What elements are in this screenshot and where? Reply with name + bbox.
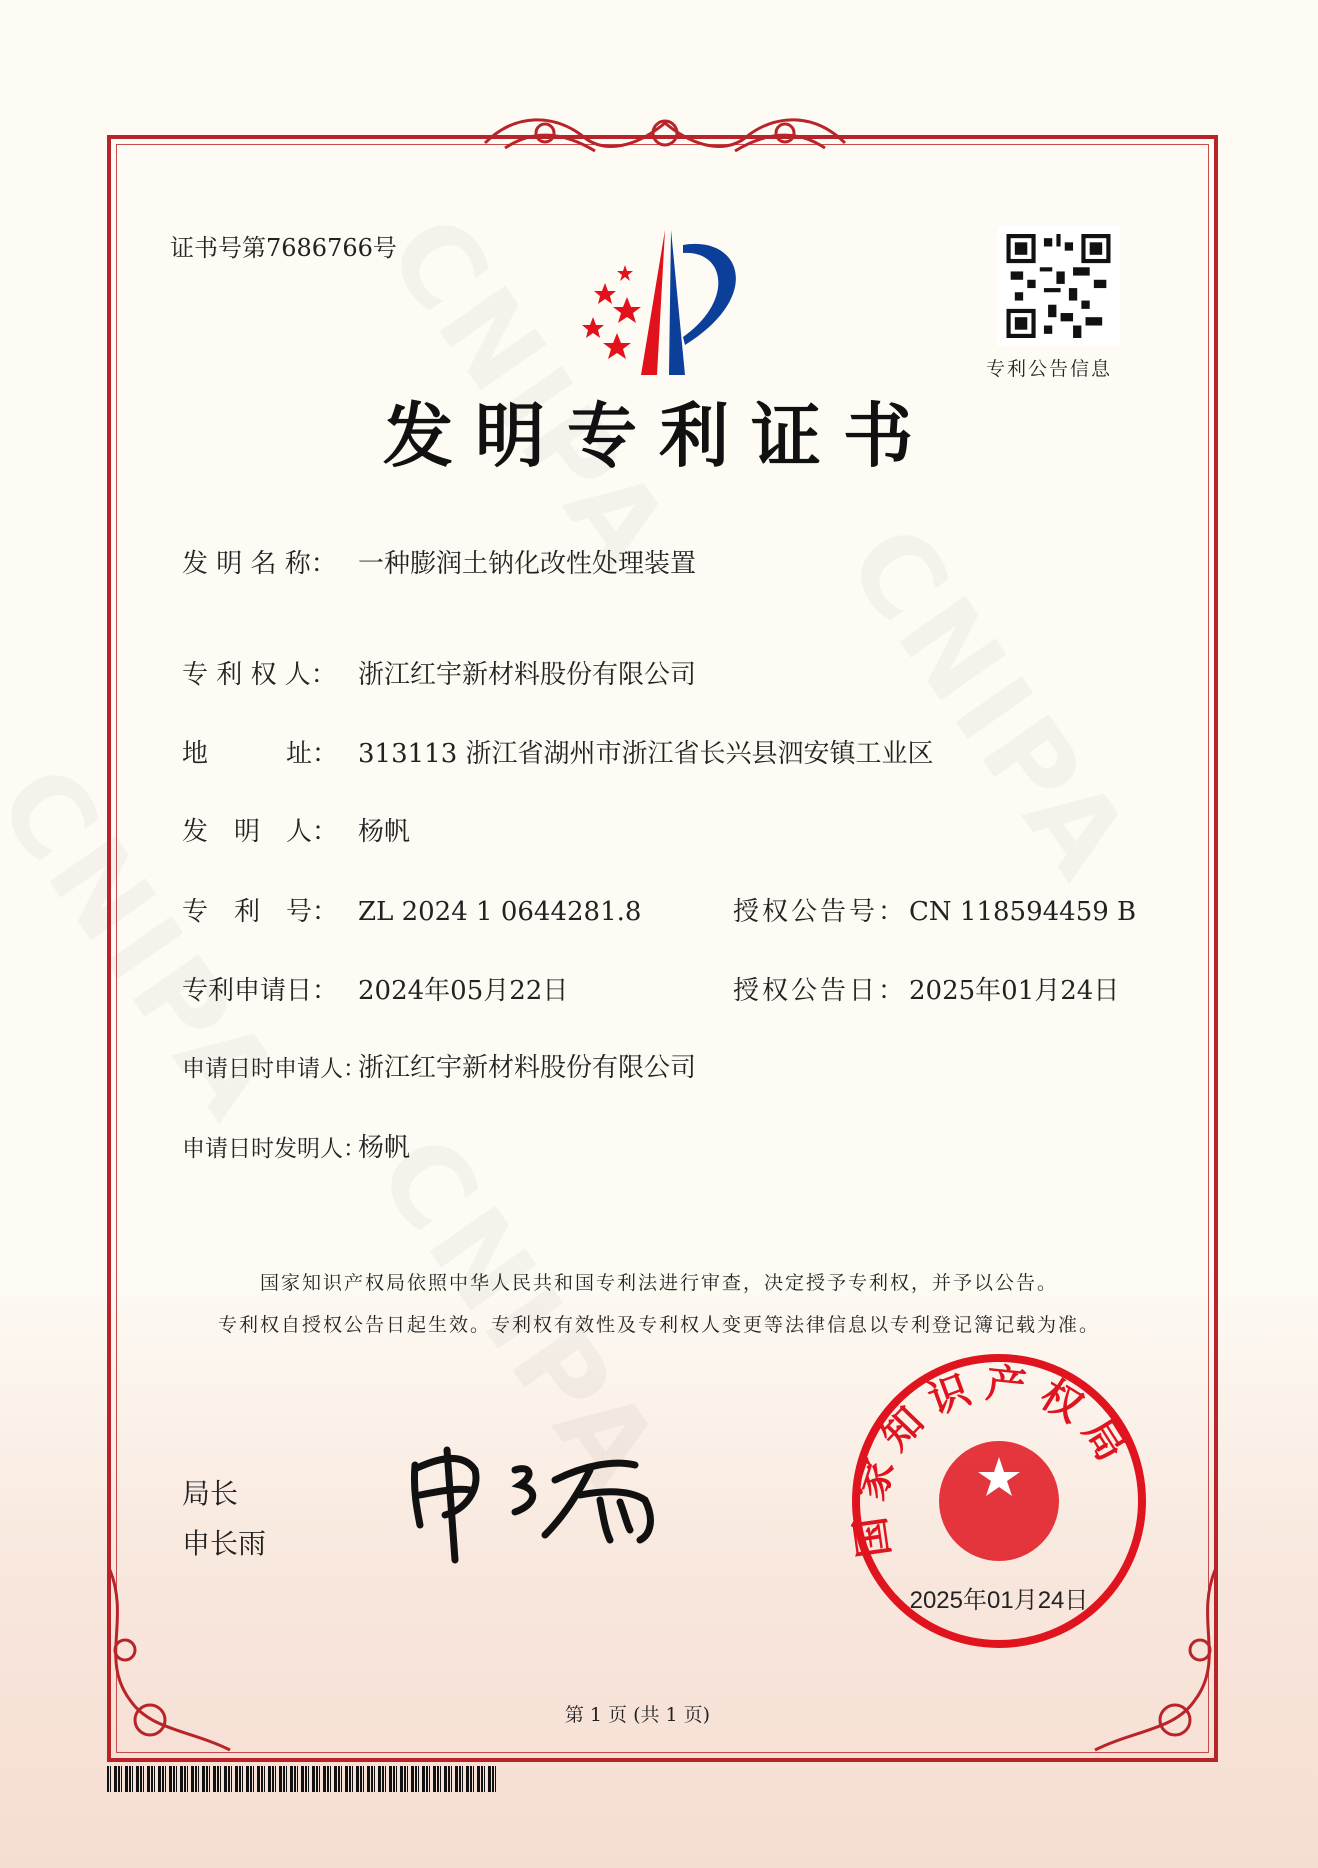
field-value: 313113 浙江省湖州市浙江省长兴县泗安镇工业区	[358, 739, 934, 769]
field-label: 申请日时发明人：	[182, 1136, 366, 1162]
certificate-number: 证书号第7686766号	[170, 234, 397, 262]
field-invention-name	[182, 543, 696, 580]
field-patent-number	[182, 891, 641, 928]
director-title: 局长	[182, 1477, 239, 1510]
field-label: 专利申请日：	[182, 976, 339, 1006]
field-applicant-at-filing	[182, 1047, 696, 1084]
cnipa-logo	[565, 225, 765, 375]
statement-line-2: 专利权自授权公告日起生效。专利权有效性及专利权人变更等法律信息以专利登记簿记载为准。	[217, 1314, 1100, 1336]
field-value: 浙江红宇新材料股份有限公司	[358, 1053, 697, 1083]
field-label: 授权公告号：	[733, 897, 908, 927]
field-address	[182, 733, 934, 770]
field-label: 申请日时申请人：	[182, 1056, 366, 1082]
page-number: 第 1 页 (共 1 页)	[564, 1704, 711, 1726]
official-seal	[850, 1352, 1148, 1650]
field-value: 杨帆	[358, 817, 411, 847]
statement-line-1: 国家知识产权局依照中华人民共和国专利法进行审查，决定授予专利权，并予以公告。	[259, 1272, 1058, 1294]
field-inventor	[182, 811, 410, 848]
top-ornament	[475, 103, 855, 165]
field-label: 发 明 人：	[182, 817, 339, 847]
field-filing-date	[182, 970, 568, 1007]
qr-label: 专利公告信息	[986, 358, 1113, 380]
director-name: 申长雨	[182, 1527, 267, 1560]
field-grant-pub-date	[733, 970, 1119, 1007]
field-label: 专 利 号：	[182, 897, 339, 927]
certificate-title: 发明专利证书	[383, 395, 935, 477]
field-inventor-at-filing	[182, 1127, 410, 1164]
qr-code-pattern	[997, 226, 1120, 346]
field-patentee	[182, 654, 696, 691]
field-value: ZL 2024 1 0644281.8	[358, 897, 642, 927]
bottom-left-ornament	[100, 1560, 240, 1760]
field-label: 地 址：	[182, 739, 339, 769]
field-value: 一种膨润土钠化改性处理装置	[358, 549, 697, 579]
field-label: 授权公告日：	[733, 976, 908, 1006]
field-value: 浙江红宇新材料股份有限公司	[358, 660, 697, 690]
seal-date: 2025年01月24日	[909, 1587, 1089, 1614]
director-signature	[405, 1440, 685, 1565]
field-grant-pub-number	[733, 891, 1136, 928]
field-value: 杨帆	[358, 1133, 411, 1163]
field-value: CN 118594459 B	[909, 897, 1137, 927]
field-value: 2025年01月24日	[909, 976, 1120, 1006]
field-label: 专 利 权 人：	[182, 660, 337, 690]
field-value: 2024年05月22日	[358, 976, 569, 1006]
seal-text: 国家知识产权局	[850, 1360, 1141, 1561]
barcode	[107, 1766, 497, 1792]
qr-code[interactable]	[997, 226, 1120, 346]
field-label: 发 明 名 称：	[182, 549, 337, 579]
